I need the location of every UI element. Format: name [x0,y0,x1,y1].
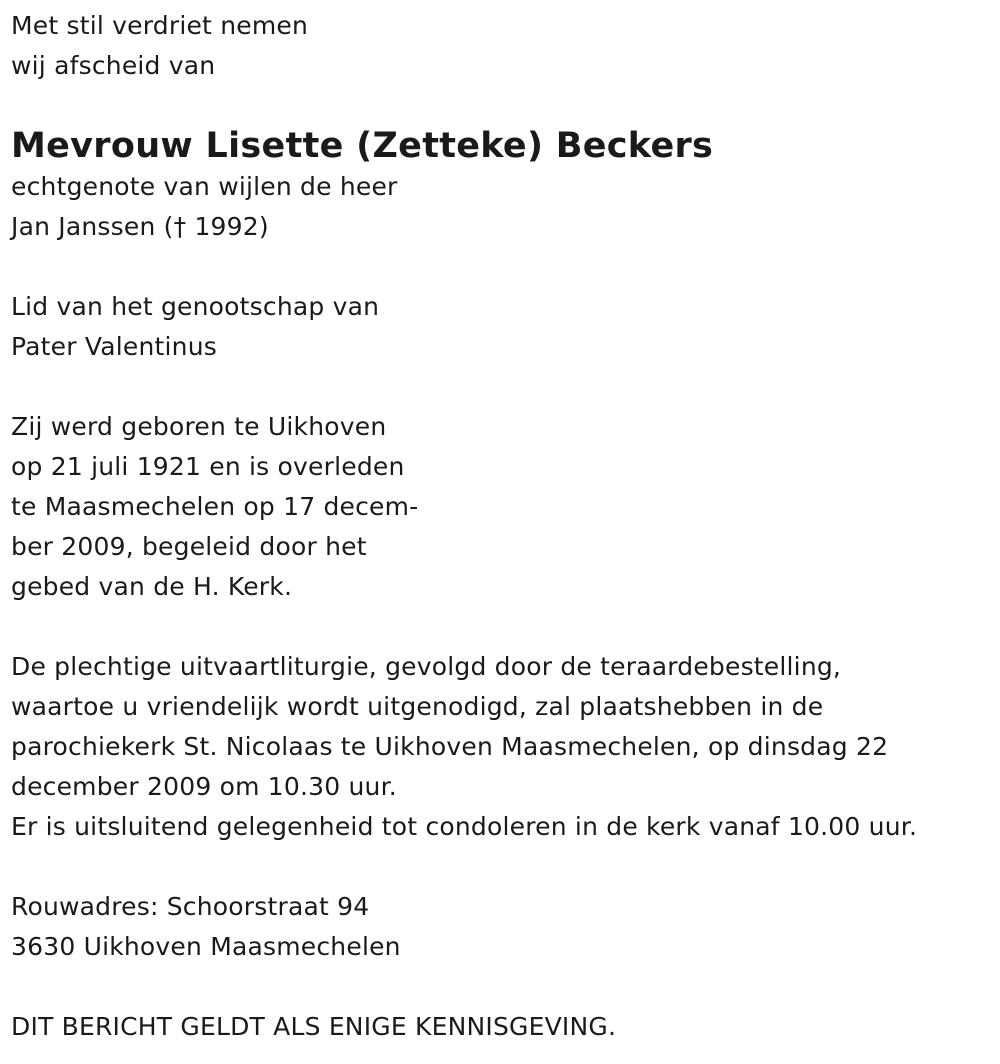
life-line: te Maasmechelen op 17 decem- [11,492,419,521]
footer-notice: DIT BERICHT GELDT ALS ENIGE KENNISGEVING. [11,1012,617,1041]
life-line: Zij werd geboren te Uikhoven [11,412,387,441]
life-line: gebed van de H. Kerk. [11,572,293,601]
address-block [11,887,986,967]
spacer [11,247,986,287]
deceased-name: Mevrouw Lisette (Zetteke) Beckers [11,126,714,166]
spouse-block [11,167,986,247]
life-block [11,407,986,607]
funeral-line: parochiekerk St. Nicolaas te Uikhoven Maasmechelen, op dinsdag 22 [11,732,889,761]
spacer [11,607,986,647]
life-line: ber 2009, begeleid door het [11,532,367,561]
funeral-line: De plechtige uitvaartliturgie, gevolgd door de teraardebestelling, [11,652,842,681]
death-notice [11,6,986,1047]
spacer [11,367,986,407]
funeral-line: Er is uitsluitend gelegenheid tot condoleren in de kerk vanaf 10.00 uur. [11,812,918,841]
intro-line: wij afscheid van [11,51,216,80]
address-line: 3630 Uikhoven Maasmechelen [11,932,401,961]
membership-line: Lid van het genootschap van [11,292,380,321]
membership-block [11,287,986,367]
spacer [11,847,986,887]
funeral-line: waartoe u vriendelijk wordt uitgenodigd, zal plaatshebben in de [11,692,824,721]
membership-line: Pater Valentinus [11,332,217,361]
life-line: op 21 juli 1921 en is overleden [11,452,405,481]
spacer [11,967,986,1007]
funeral-block [11,647,986,847]
spouse-line: echtgenote van wijlen de heer [11,172,398,201]
address-line: Rouwadres: Schoorstraat 94 [11,892,370,921]
intro-line: Met stil verdriet nemen [11,11,309,40]
intro-block [11,6,986,86]
spouse-line: Jan Janssen († 1992) [11,212,269,241]
funeral-line: december 2009 om 10.30 uur. [11,772,397,801]
